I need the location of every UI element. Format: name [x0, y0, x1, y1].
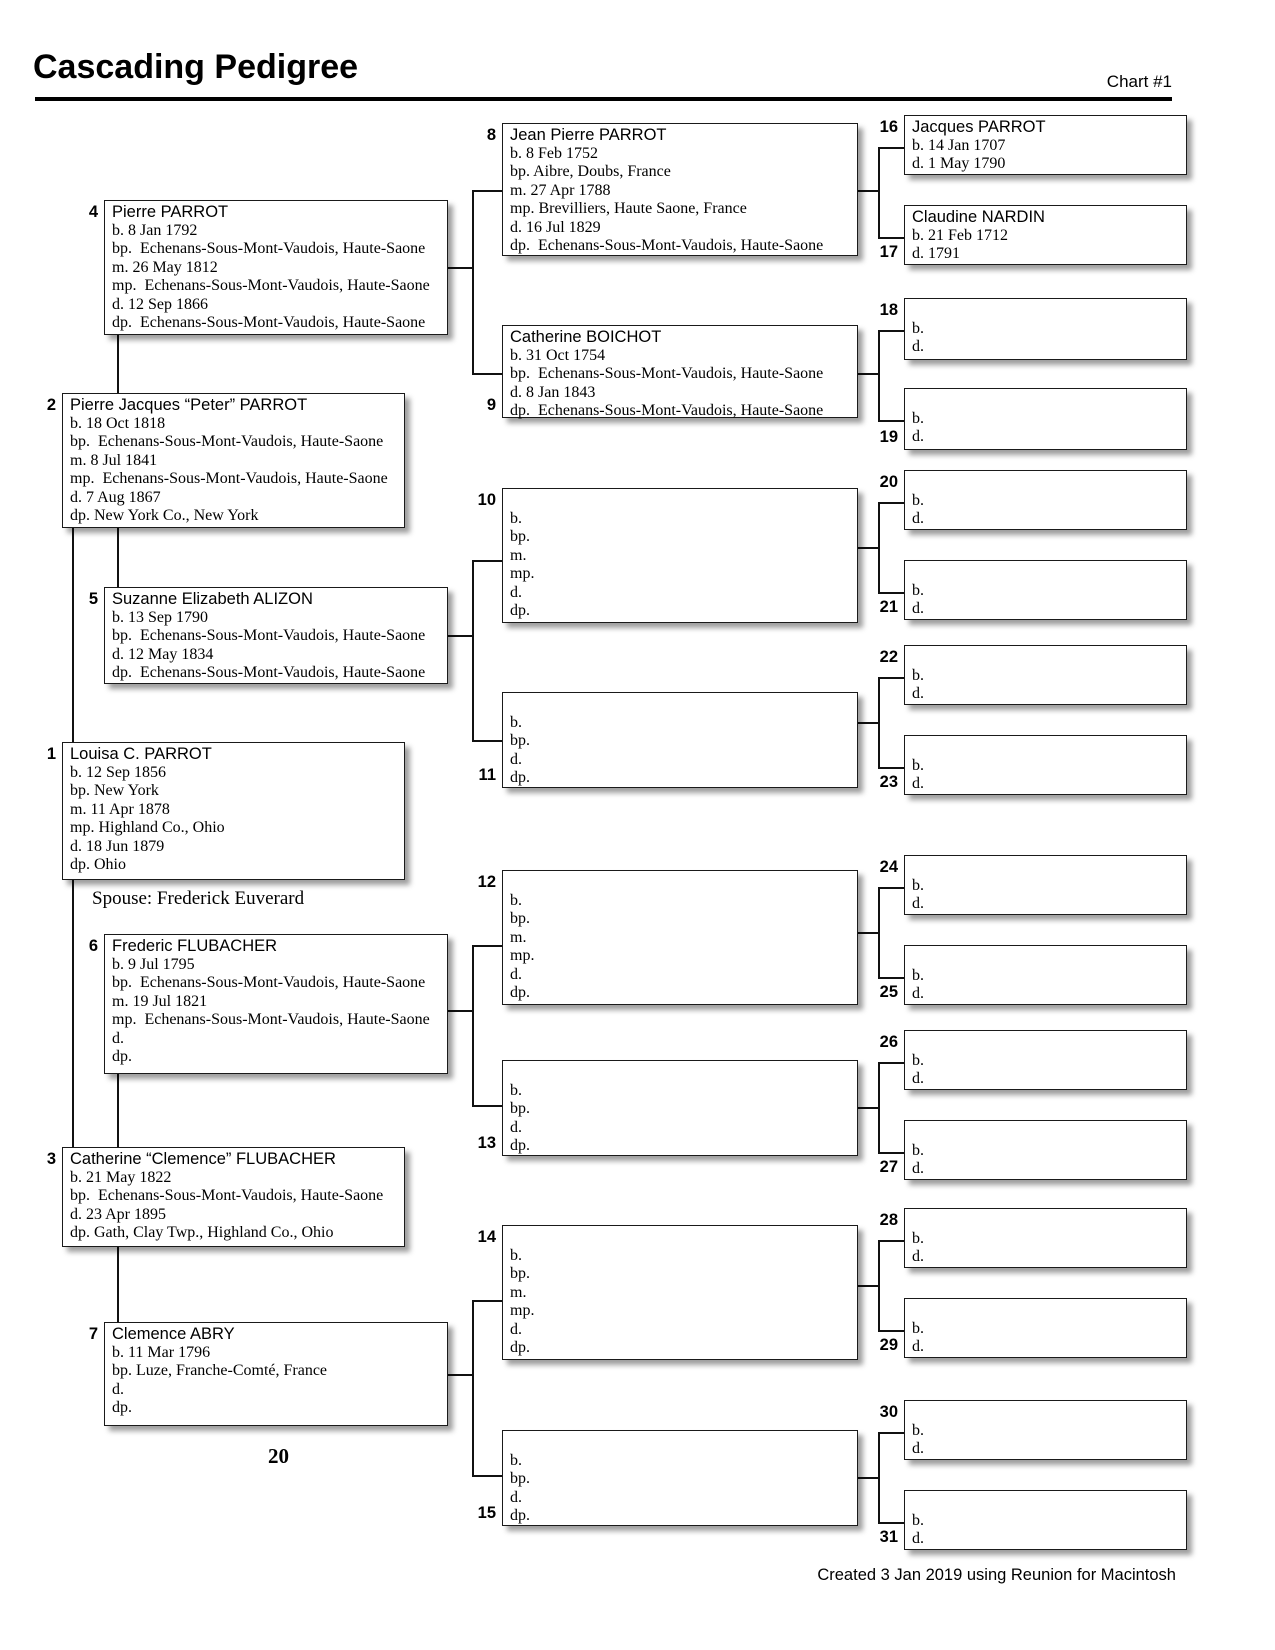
person-detail-line: d.	[510, 1118, 522, 1136]
person-detail-line: b.	[510, 1081, 522, 1099]
person-detail-line: d.	[510, 965, 522, 983]
connector-line	[472, 1105, 502, 1107]
person-box-5	[88, 587, 448, 684]
person-name	[905, 946, 1186, 967]
person-box-9	[486, 325, 858, 419]
connector-line	[878, 592, 904, 594]
person-detail-line: mp.	[510, 947, 535, 964]
person-name	[905, 646, 1186, 667]
person-number: 1	[46, 745, 56, 763]
person-name	[503, 489, 857, 510]
connector-line	[878, 147, 880, 237]
person-number: 12	[477, 873, 496, 891]
person-name	[905, 561, 1186, 582]
person-detail-line: d.	[510, 750, 522, 768]
person-detail-line: b.	[912, 756, 924, 774]
person-detail-line: bp. Luze, Franche-Comté, France	[112, 1362, 328, 1379]
person-detail-line: b.	[912, 1511, 924, 1529]
person-number: 7	[88, 1325, 98, 1343]
person-number: 5	[88, 590, 98, 608]
person-detail-line: b.	[912, 409, 924, 427]
person-detail-line: bp.	[510, 1470, 530, 1487]
person-detail-line: m. 11 Apr 1878	[70, 800, 170, 818]
person-detail-line: b.	[912, 581, 924, 599]
person-detail-line: d. 1 May 1790	[912, 155, 1006, 172]
person-box-15	[477, 1430, 858, 1526]
person-name	[503, 1431, 857, 1452]
person-detail-line: dp. Echenans-Sous-Mont-Vaudois, Haute-Saone	[510, 237, 824, 254]
person-detail-line: d.	[912, 510, 924, 527]
person-name	[905, 1209, 1186, 1230]
connector-line	[878, 330, 880, 420]
person-detail-line: b.	[912, 1141, 924, 1159]
person-detail-line: mp. Echenans-Sous-Mont-Vaudois, Haute-Saone	[112, 1011, 430, 1028]
connector-line	[858, 932, 878, 934]
connector-line	[858, 190, 878, 192]
person-detail-line: dp. Echenans-Sous-Mont-Vaudois, Haute-Saone	[510, 402, 824, 419]
person-box-25	[879, 945, 1187, 1005]
person-number: 8	[486, 126, 496, 144]
person-number: 6	[88, 937, 98, 955]
person-detail-line: d.	[112, 1029, 124, 1047]
person-number: 25	[879, 983, 898, 1001]
person-box-13	[477, 1060, 858, 1156]
person-detail-line: b. 8 Feb 1752	[510, 144, 598, 162]
person-detail-line: bp.	[510, 528, 530, 545]
person-detail-line: b.	[510, 1246, 522, 1264]
person-name: Jacques PARROT	[912, 118, 1046, 136]
connector-line	[472, 1475, 502, 1477]
person-number: 10	[477, 491, 496, 509]
connector-line	[72, 528, 74, 742]
person-detail-line: b.	[912, 876, 924, 894]
person-detail-line: d.	[112, 1380, 124, 1398]
person-box-3	[46, 1147, 405, 1247]
person-detail-line: b.	[912, 319, 924, 337]
chart-number-label: Chart #1	[1106, 72, 1172, 91]
connector-line	[858, 1285, 878, 1287]
person-detail-line: d.	[912, 775, 924, 792]
connector-line	[878, 887, 904, 889]
person-detail-line: d.	[510, 583, 522, 601]
person-number: 14	[477, 1228, 496, 1246]
connector-line	[72, 880, 74, 1147]
person-detail-line: d.	[912, 1530, 924, 1547]
person-detail-line: d.	[912, 1248, 924, 1265]
connector-line	[878, 1330, 904, 1332]
person-detail-line: b.	[912, 1229, 924, 1247]
page-number: 20	[268, 1444, 289, 1468]
person-detail-line: b.	[912, 1421, 924, 1439]
person-detail-line: bp.	[510, 910, 530, 927]
person-name: Frederic FLUBACHER	[112, 937, 278, 955]
person-number: 17	[879, 243, 898, 261]
person-detail-line: m.	[510, 928, 527, 946]
person-detail-line: b. 21 Feb 1712	[912, 226, 1008, 244]
person-detail-line: b. 12 Sep 1856	[70, 763, 166, 781]
connector-line	[472, 560, 474, 740]
connector-line	[858, 722, 878, 724]
person-detail-line: bp.	[510, 732, 530, 749]
person-name	[905, 1031, 1186, 1052]
person-box-1	[46, 742, 405, 880]
connector-line	[878, 977, 904, 979]
person-detail-line: b. 31 Oct 1754	[510, 346, 606, 364]
person-number: 16	[879, 118, 898, 136]
connector-line	[448, 267, 472, 269]
connector-line	[117, 1247, 119, 1322]
person-detail-line: dp. Echenans-Sous-Mont-Vaudois, Haute-Saone	[112, 664, 426, 681]
connector-line	[878, 887, 880, 977]
person-box-20	[879, 470, 1187, 530]
person-box-22	[879, 645, 1187, 705]
person-detail-line: bp.	[510, 1100, 530, 1117]
person-detail-line: d. 7 Aug 1867	[70, 488, 161, 506]
person-detail-line: b.	[912, 1319, 924, 1337]
person-detail-line: dp.	[510, 1137, 530, 1154]
person-box-26	[879, 1030, 1187, 1090]
person-name: Suzanne Elizabeth ALIZON	[112, 590, 313, 608]
person-detail-line: m. 8 Jul 1841	[70, 451, 158, 469]
person-name: Jean Pierre PARROT	[510, 126, 667, 144]
person-detail-line: d. 18 Jun 1879	[70, 837, 165, 855]
person-detail-line: bp. Echenans-Sous-Mont-Vaudois, Haute-Saone	[112, 974, 426, 991]
person-box-18	[879, 298, 1187, 360]
person-number: 24	[879, 858, 898, 876]
connector-line	[878, 237, 904, 239]
person-detail-line: mp.	[510, 1302, 535, 1319]
person-number: 15	[477, 1504, 496, 1522]
person-detail-line: b.	[510, 891, 522, 909]
connector-line	[878, 330, 904, 332]
connector-line	[472, 740, 502, 742]
person-box-4	[88, 200, 448, 335]
person-detail-line: b.	[912, 966, 924, 984]
connector-line	[117, 1074, 119, 1147]
connector-line	[878, 420, 904, 422]
person-box-17	[879, 205, 1187, 265]
connector-line	[472, 190, 502, 192]
connector-line	[878, 1240, 880, 1330]
connector-line	[448, 1374, 472, 1376]
person-detail-line: d.	[510, 1488, 522, 1506]
person-detail-line: d.	[912, 985, 924, 1002]
connector-line	[858, 547, 878, 549]
person-name	[905, 389, 1186, 410]
person-box-10	[477, 488, 858, 623]
person-number: 26	[879, 1033, 898, 1051]
person-detail-line: dp. Echenans-Sous-Mont-Vaudois, Haute-Saone	[112, 314, 426, 331]
connector-line	[472, 1300, 502, 1302]
person-detail-line: dp.	[510, 1339, 530, 1356]
connector-line	[878, 502, 904, 504]
connector-line	[858, 1107, 878, 1109]
person-detail-line: bp. Echenans-Sous-Mont-Vaudois, Haute-Saone	[510, 365, 824, 382]
person-number: 27	[879, 1158, 898, 1176]
person-number: 30	[879, 1403, 898, 1421]
person-detail-line: d.	[912, 1160, 924, 1177]
person-detail-line: dp. Gath, Clay Twp., Highland Co., Ohio	[70, 1224, 334, 1241]
person-name: Claudine NARDIN	[912, 208, 1045, 226]
person-number: 11	[478, 766, 496, 784]
person-detail-line: dp.	[510, 1507, 530, 1524]
person-box-23	[879, 735, 1187, 795]
person-name	[503, 1061, 857, 1082]
person-number: 20	[879, 473, 898, 491]
person-number: 22	[879, 648, 898, 666]
person-detail-line: dp. Ohio	[70, 856, 126, 873]
person-detail-line: bp. Echenans-Sous-Mont-Vaudois, Haute-Saone	[112, 627, 426, 644]
connector-line	[878, 767, 904, 769]
person-name: Clemence ABRY	[112, 1325, 235, 1343]
person-name	[503, 871, 857, 892]
person-detail-line: b.	[912, 666, 924, 684]
person-box-11	[478, 692, 858, 788]
person-box-14	[477, 1225, 858, 1360]
person-number: 13	[477, 1134, 496, 1152]
person-detail-line: bp.	[510, 1265, 530, 1282]
person-box-6	[88, 934, 448, 1074]
person-detail-line: b.	[510, 1451, 522, 1469]
person-detail-line: d.	[912, 428, 924, 445]
person-name	[503, 1226, 857, 1247]
person-detail-line: bp. Echenans-Sous-Mont-Vaudois, Haute-Saone	[70, 1187, 384, 1204]
person-name: Catherine “Clemence” FLUBACHER	[70, 1150, 336, 1168]
person-number: 31	[879, 1528, 898, 1546]
person-name: Pierre PARROT	[112, 203, 229, 221]
person-name	[905, 1121, 1186, 1142]
person-detail-line: mp. Brevilliers, Haute Saone, France	[510, 200, 747, 217]
title-rule	[35, 97, 1172, 101]
person-name	[905, 1401, 1186, 1422]
person-detail-line: dp.	[112, 1048, 132, 1065]
person-detail-line: m. 19 Jul 1821	[112, 992, 208, 1010]
person-name: Pierre Jacques “Peter” PARROT	[70, 396, 308, 414]
person-detail-line: bp. Aibre, Doubs, France	[510, 163, 671, 180]
connector-line	[117, 335, 119, 393]
connector-line	[878, 502, 880, 592]
person-name	[905, 856, 1186, 877]
person-box-8	[486, 123, 858, 256]
connector-line	[472, 373, 502, 375]
person-detail-line: d. 12 Sep 1866	[112, 295, 208, 313]
person-detail-line: bp. New York	[70, 782, 159, 799]
person-number: 23	[879, 773, 898, 791]
connector-line	[878, 1062, 904, 1064]
person-detail-line: d. 23 Apr 1895	[70, 1205, 166, 1223]
person-number: 3	[46, 1150, 56, 1168]
person-detail-line: m. 27 Apr 1788	[510, 181, 611, 199]
connector-line	[472, 1300, 474, 1475]
spouse-note: Spouse: Frederick Euverard	[92, 888, 305, 909]
connector-line	[878, 677, 880, 767]
person-box-12	[477, 870, 858, 1005]
person-name: Catherine BOICHOT	[510, 328, 662, 346]
connector-line	[858, 1477, 878, 1479]
person-detail-line: b. 11 Mar 1796	[112, 1343, 211, 1361]
person-box-21	[879, 560, 1187, 620]
person-name	[503, 693, 857, 714]
person-name: Louisa C. PARROT	[70, 745, 212, 763]
person-number: 18	[879, 301, 898, 319]
person-detail-line: m.	[510, 546, 527, 564]
person-number: 29	[879, 1336, 898, 1354]
person-detail-line: mp.	[510, 565, 535, 582]
person-detail-line: d.	[510, 1320, 522, 1338]
person-detail-line: b. 8 Jan 1792	[112, 221, 198, 239]
person-detail-line: dp. New York Co., New York	[70, 507, 259, 524]
person-box-7	[88, 1322, 448, 1426]
person-detail-line: b. 13 Sep 1790	[112, 608, 208, 626]
connector-line	[878, 677, 904, 679]
person-name	[905, 1299, 1186, 1320]
connector-line	[878, 147, 904, 149]
person-box-30	[879, 1400, 1187, 1460]
connector-line	[878, 1240, 904, 1242]
person-box-2	[46, 393, 405, 528]
person-box-19	[879, 388, 1187, 450]
person-detail-line: mp. Echenans-Sous-Mont-Vaudois, Haute-Saone	[70, 470, 388, 487]
connector-line	[878, 1062, 880, 1152]
person-detail-line: d.	[912, 1070, 924, 1087]
person-detail-line: bp. Echenans-Sous-Mont-Vaudois, Haute-Saone	[112, 240, 426, 257]
page-title: Cascading Pedigree	[33, 48, 359, 86]
connector-line	[448, 635, 472, 637]
person-detail-line: d.	[912, 685, 924, 702]
person-number: 19	[879, 428, 898, 446]
person-name	[905, 299, 1186, 320]
connector-line	[878, 1432, 880, 1522]
person-detail-line: b. 14 Jan 1707	[912, 136, 1006, 154]
person-number: 28	[879, 1211, 898, 1229]
person-detail-line: dp.	[112, 1399, 132, 1416]
person-name	[905, 1491, 1186, 1512]
person-number: 9	[486, 396, 496, 414]
person-number: 21	[879, 598, 898, 616]
person-detail-line: b.	[510, 509, 522, 527]
person-detail-line: d. 1791	[912, 245, 960, 262]
person-number: 2	[46, 396, 56, 414]
person-detail-line: b.	[912, 1051, 924, 1069]
person-detail-line: bp. Echenans-Sous-Mont-Vaudois, Haute-Saone	[70, 433, 384, 450]
person-detail-line: d. 12 May 1834	[112, 645, 214, 663]
person-box-24	[879, 855, 1187, 915]
person-number: 4	[88, 203, 98, 221]
person-detail-line: m.	[510, 1283, 527, 1301]
person-box-27	[879, 1120, 1187, 1180]
person-box-28	[879, 1208, 1187, 1268]
person-box-31	[879, 1490, 1187, 1550]
person-detail-line: b. 18 Oct 1818	[70, 414, 166, 432]
person-detail-line: dp.	[510, 984, 530, 1001]
connector-line	[878, 1152, 904, 1154]
connector-line	[878, 1432, 904, 1434]
person-detail-line: b.	[912, 491, 924, 509]
person-detail-line: b.	[510, 713, 522, 731]
person-detail-line: mp. Echenans-Sous-Mont-Vaudois, Haute-Saone	[112, 277, 430, 294]
connector-line	[858, 373, 878, 375]
person-detail-line: d.	[912, 600, 924, 617]
person-detail-line: b. 21 May 1822	[70, 1168, 172, 1186]
connector-line	[472, 560, 502, 562]
person-detail-line: d.	[912, 338, 924, 355]
person-detail-line: d.	[912, 1338, 924, 1355]
footer-credit: Created 3 Jan 2019 using Reunion for Macintosh	[817, 1566, 1176, 1584]
person-detail-line: dp.	[510, 602, 530, 619]
connector-line	[472, 190, 474, 373]
connector-line	[472, 945, 502, 947]
person-detail-line: dp.	[510, 769, 530, 786]
person-name	[905, 736, 1186, 757]
connector-line	[472, 945, 474, 1105]
person-box-16	[879, 115, 1187, 175]
person-detail-line: m. 26 May 1812	[112, 258, 218, 276]
person-name	[905, 471, 1186, 492]
connector-line	[878, 1522, 904, 1524]
person-box-29	[879, 1298, 1187, 1358]
connector-line	[448, 1010, 472, 1012]
person-detail-line: d. 16 Jul 1829	[510, 218, 601, 236]
person-detail-line: d.	[912, 1440, 924, 1457]
person-detail-line: d. 8 Jan 1843	[510, 383, 596, 401]
person-detail-line: d.	[912, 895, 924, 912]
person-detail-line: b. 9 Jul 1795	[112, 955, 195, 973]
connector-line	[117, 528, 119, 587]
person-detail-line: mp. Highland Co., Ohio	[70, 819, 225, 836]
